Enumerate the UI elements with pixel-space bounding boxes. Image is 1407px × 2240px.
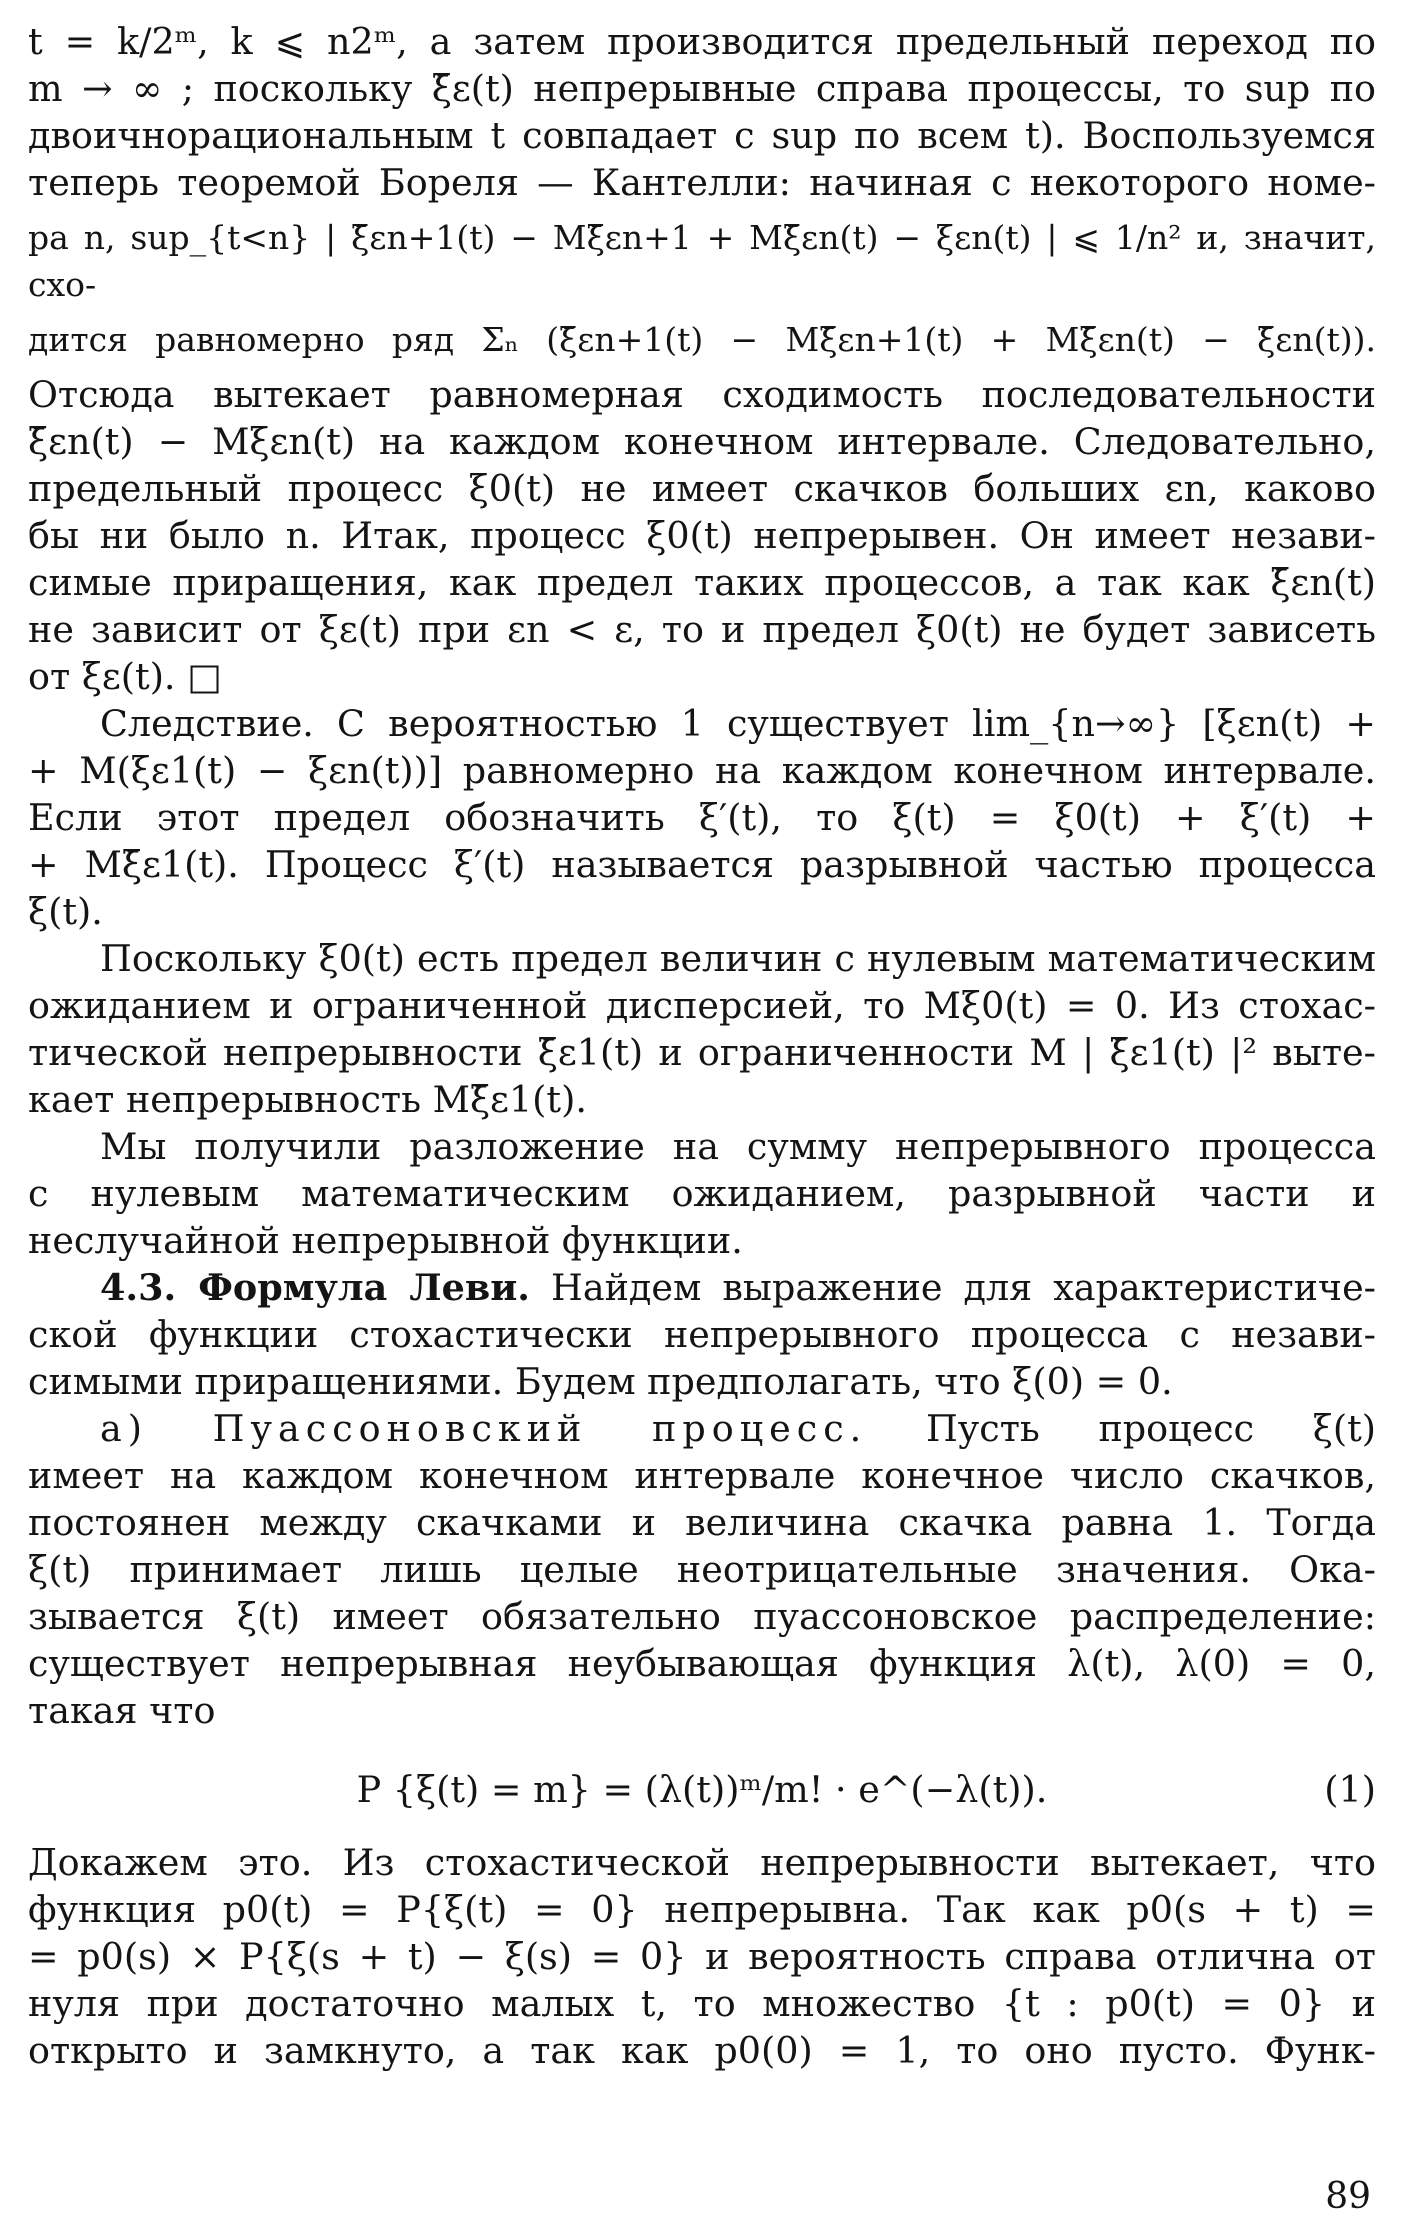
text-fragment: Найдем выражение для характеристиче-: [530, 1266, 1376, 1309]
text-line: имеет на каждом конечном интервале конечное число скачков,: [28, 1454, 1376, 1497]
text-line: + Mξ̄ε1(t). Процесс ξ′(t) называется разрывной частью процесса: [28, 843, 1376, 886]
section-heading: 4.3. Формула Леви.: [100, 1266, 530, 1309]
text-line: с нулевым математическим ожиданием, разрывной части и: [28, 1172, 1376, 1215]
text-line: симые приращения, как предел таких процессов, а так как ξ̄εn(t): [28, 561, 1376, 604]
text-line: от ξε(t). □: [28, 655, 222, 698]
text-line: = p0(s) × P{ξ(s + t) − ξ(s) = 0} и вероятность справа отлична от: [28, 1935, 1376, 1978]
text-line: предельный процесс ξ0(t) не имеет скачков больших εn, каково: [28, 467, 1376, 510]
text-line: Докажем это. Из стохастической непрерывности вытекает, что: [28, 1841, 1376, 1884]
text-line: функция p0(t) = P{ξ(t) = 0} непрерывна. Так как p0(s + t) =: [28, 1888, 1376, 1931]
page-body: [28, 18, 1376, 2074]
text-line: не зависит от ξε(t) при εn < ε, то и предел ξ0(t) не будет зависеть: [28, 608, 1376, 651]
text-line: ξ̄εn(t) − Mξεn(t) на каждом конечном интервале. Следовательно,: [28, 420, 1376, 463]
poisson-formula: [28, 1766, 1376, 1813]
text-line: Отсюда вытекает равномерная сходимость последовательности: [28, 373, 1376, 416]
section-heading-line: [28, 1264, 1376, 1311]
text-line: зывается ξ(t) имеет обязательно пуассоновское распределение:: [28, 1595, 1376, 1638]
text-line: такая что: [28, 1689, 216, 1732]
text-line: двоичнорациональным t совпадает с sup по всем t). Воспользуемся: [28, 114, 1376, 157]
equation-number: (1): [1324, 1768, 1376, 1811]
text-fragment: Пусть процесс ξ(t): [867, 1407, 1377, 1450]
subsection-heading: а) Пуассоновский процесс.: [100, 1407, 868, 1450]
text-line: t = k/2ᵐ, k ⩽ n2ᵐ, а затем производится предельный переход по: [28, 20, 1376, 63]
text-line: кает непрерывность Mξ̄ε1(t).: [28, 1078, 587, 1121]
page-number: 89: [1325, 2176, 1371, 2217]
text-line: ξ(t) принимает лишь целые неотрицательные значения. Ока-: [28, 1548, 1376, 1591]
text-line: Если этот предел обозначить ξ′(t), то ξ(t) = ξ0(t) + ξ′(t) +: [28, 796, 1376, 839]
corollary-line: Следствие. С вероятностью 1 существует lim_{n→∞} [ξεn(t) +: [100, 702, 1376, 745]
text-line: симыми приращениями. Будем предполагать, что ξ(0) = 0.: [28, 1360, 1173, 1403]
text-line: ра n, sup_{t<n} | ξ̄εn+1(t) − Mξ̄εn+1 + Mξ̄εn(t) − ξεn(t) | ⩽ 1/n² и, значит, схо-: [28, 218, 1376, 304]
text-line: нуля при достаточно малых t, то множество {t : p0(t) = 0} и: [28, 1982, 1376, 2025]
text-line: Поскольку ξ0(t) есть предел величин с нулевым математическим: [100, 937, 1376, 980]
text-line: открыто и замкнуто, а так как p0(0) = 1, то оно пусто. Функ-: [28, 2029, 1376, 2072]
text-line: ожиданием и ограниченной дисперсией, то Mξ0(t) = 0. Из стохас-: [28, 984, 1376, 1027]
text-line: Мы получили разложение на сумму непрерывного процесса: [100, 1125, 1376, 1168]
text-line: постоянен между скачками и величина скачка равна 1. Тогда: [28, 1501, 1376, 1544]
subsection-heading-line: [28, 1405, 1376, 1452]
text-line: ξ(t).: [28, 890, 103, 933]
text-line: тической непрерывности ξ̄ε1(t) и ограниченности M | ξ̄ε1(t) |² выте-: [28, 1031, 1376, 1074]
text-line: m → ∞ ; поскольку ξ̄ε(t) непрерывные справа процессы, то sup по: [28, 67, 1376, 110]
text-line: неслучайной непрерывной функции.: [28, 1219, 743, 1262]
formula-text: P {ξ(t) = m} = (λ(t))ᵐ/m! · e^(−λ(t)).: [356, 1768, 1048, 1811]
text-line: существует непрерывная неубывающая функция λ(t), λ(0) = 0,: [28, 1642, 1376, 1685]
text-line: дится равномерно ряд Σₙ (ξ̄εn+1(t) − Mξ̄εn+1(t) + Mξ̄εn(t) − ξ̄εn(t)).: [28, 320, 1376, 359]
text-line: + M(ξε1(t) − ξεn(t))] равномерно на каждом конечном интервале.: [28, 749, 1376, 792]
text-line: теперь теоремой Бореля — Кантелли: начиная с некоторого номе-: [28, 161, 1376, 204]
text-line: ской функции стохастически непрерывного процесса с незави-: [28, 1313, 1376, 1356]
text-line: бы ни было n. Итак, процесс ξ0(t) непрерывен. Он имеет незави-: [28, 514, 1376, 557]
